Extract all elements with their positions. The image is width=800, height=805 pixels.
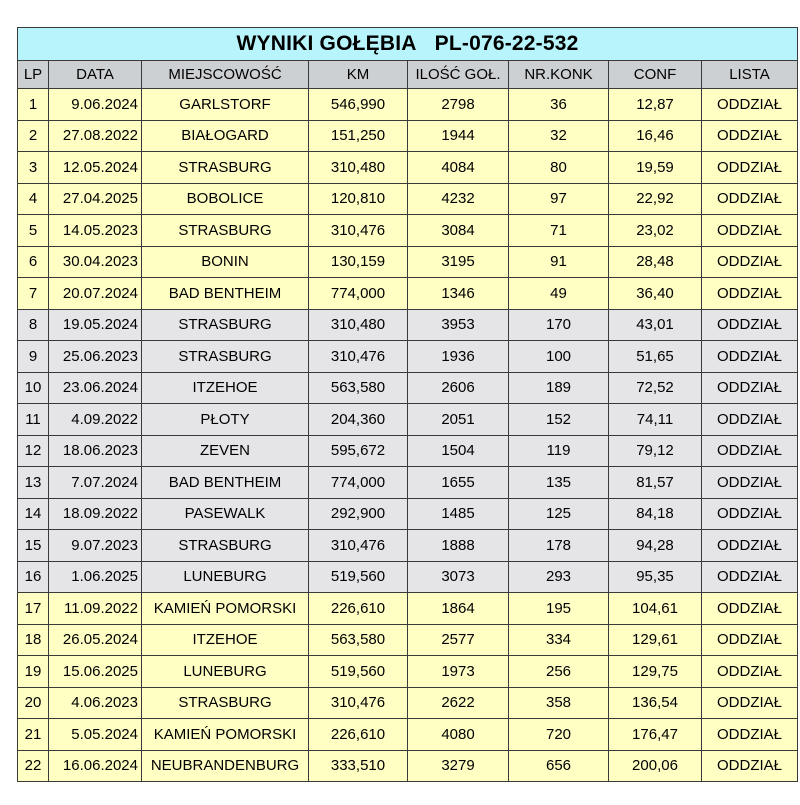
distance-cell: 226,610 xyxy=(309,593,408,625)
table-row xyxy=(18,120,798,152)
distance-cell: 310,480 xyxy=(309,152,408,184)
distance-cell: 563,580 xyxy=(309,624,408,656)
pigeon-count-cell: 1973 xyxy=(408,656,509,688)
list-cell: ODDZIAŁ xyxy=(702,687,798,719)
pigeon-count-cell: 1655 xyxy=(408,467,509,499)
location-cell: PASEWALK xyxy=(142,498,309,530)
title-row xyxy=(18,28,798,61)
lp-cell: 13 xyxy=(18,467,49,499)
location-cell: PŁOTY xyxy=(142,404,309,436)
pigeon-count-cell: 4084 xyxy=(408,152,509,184)
results-sheet xyxy=(17,27,797,782)
table-row xyxy=(18,719,798,751)
list-cell: ODDZIAŁ xyxy=(702,656,798,688)
table-row xyxy=(18,309,798,341)
date-cell: 30.04.2023 xyxy=(49,246,142,278)
location-cell: STRASBURG xyxy=(142,530,309,562)
lp-cell: 15 xyxy=(18,530,49,562)
location-cell: STRASBURG xyxy=(142,215,309,247)
list-cell: ODDZIAŁ xyxy=(702,719,798,751)
lp-cell: 4 xyxy=(18,183,49,215)
lp-cell: 6 xyxy=(18,246,49,278)
coefficient-cell: 28,48 xyxy=(609,246,702,278)
date-cell: 26.05.2024 xyxy=(49,624,142,656)
date-cell: 14.05.2023 xyxy=(49,215,142,247)
list-cell: ODDZIAŁ xyxy=(702,183,798,215)
location-cell: STRASBURG xyxy=(142,341,309,373)
date-cell: 1.06.2025 xyxy=(49,561,142,593)
coefficient-cell: 16,46 xyxy=(609,120,702,152)
table-row xyxy=(18,278,798,310)
list-cell: ODDZIAŁ xyxy=(702,309,798,341)
lp-cell: 16 xyxy=(18,561,49,593)
table-row xyxy=(18,404,798,436)
column-header-km: KM xyxy=(309,61,408,89)
list-cell: ODDZIAŁ xyxy=(702,246,798,278)
date-cell: 11.09.2022 xyxy=(49,593,142,625)
lp-cell: 14 xyxy=(18,498,49,530)
competitor-number-cell: 358 xyxy=(509,687,609,719)
lp-cell: 1 xyxy=(18,89,49,121)
competitor-number-cell: 71 xyxy=(509,215,609,247)
pigeon-count-cell: 1944 xyxy=(408,120,509,152)
lp-cell: 2 xyxy=(18,120,49,152)
date-cell: 5.05.2024 xyxy=(49,719,142,751)
competitor-number-cell: 334 xyxy=(509,624,609,656)
table-row xyxy=(18,467,798,499)
lp-cell: 8 xyxy=(18,309,49,341)
table-row xyxy=(18,372,798,404)
pigeon-count-cell: 1936 xyxy=(408,341,509,373)
list-cell: ODDZIAŁ xyxy=(702,120,798,152)
distance-cell: 226,610 xyxy=(309,719,408,751)
coefficient-cell: 22,92 xyxy=(609,183,702,215)
competitor-number-cell: 49 xyxy=(509,278,609,310)
list-cell: ODDZIAŁ xyxy=(702,341,798,373)
lp-cell: 7 xyxy=(18,278,49,310)
coefficient-cell: 104,61 xyxy=(609,593,702,625)
location-cell: BIAŁOGARD xyxy=(142,120,309,152)
list-cell: ODDZIAŁ xyxy=(702,215,798,247)
coefficient-cell: 74,11 xyxy=(609,404,702,436)
lp-cell: 11 xyxy=(18,404,49,436)
distance-cell: 310,476 xyxy=(309,687,408,719)
column-header-nr-konk: NR.KONK xyxy=(509,61,609,89)
competitor-number-cell: 119 xyxy=(509,435,609,467)
column-header-ilosc: ILOŚĆ GOŁ. xyxy=(408,61,509,89)
date-cell: 23.06.2024 xyxy=(49,372,142,404)
lp-cell: 17 xyxy=(18,593,49,625)
table-row xyxy=(18,246,798,278)
list-cell: ODDZIAŁ xyxy=(702,561,798,593)
pigeon-count-cell: 1485 xyxy=(408,498,509,530)
distance-cell: 774,000 xyxy=(309,278,408,310)
competitor-number-cell: 32 xyxy=(509,120,609,152)
coefficient-cell: 136,54 xyxy=(609,687,702,719)
competitor-number-cell: 656 xyxy=(509,750,609,782)
location-cell: LUNEBURG xyxy=(142,561,309,593)
distance-cell: 546,990 xyxy=(309,89,408,121)
date-cell: 9.07.2023 xyxy=(49,530,142,562)
coefficient-cell: 72,52 xyxy=(609,372,702,404)
table-row xyxy=(18,687,798,719)
location-cell: KAMIEŃ POMORSKI xyxy=(142,719,309,751)
ring-number: PL-076-22-532 xyxy=(434,32,579,55)
pigeon-count-cell: 4080 xyxy=(408,719,509,751)
location-cell: ITZEHOE xyxy=(142,624,309,656)
competitor-number-cell: 152 xyxy=(509,404,609,436)
column-header-lp: LP xyxy=(18,61,49,89)
competitor-number-cell: 91 xyxy=(509,246,609,278)
distance-cell: 774,000 xyxy=(309,467,408,499)
date-cell: 19.05.2024 xyxy=(49,309,142,341)
column-header-data: DATA xyxy=(49,61,142,89)
lp-cell: 18 xyxy=(18,624,49,656)
distance-cell: 310,476 xyxy=(309,215,408,247)
location-cell: GARLSTORF xyxy=(142,89,309,121)
location-cell: ITZEHOE xyxy=(142,372,309,404)
pigeon-count-cell: 2051 xyxy=(408,404,509,436)
column-header-lista: LISTA xyxy=(702,61,798,89)
date-cell: 15.06.2025 xyxy=(49,656,142,688)
competitor-number-cell: 293 xyxy=(509,561,609,593)
pigeon-count-cell: 3195 xyxy=(408,246,509,278)
table-row xyxy=(18,530,798,562)
competitor-number-cell: 720 xyxy=(509,719,609,751)
location-cell: BAD BENTHEIM xyxy=(142,467,309,499)
date-cell: 18.09.2022 xyxy=(49,498,142,530)
list-cell: ODDZIAŁ xyxy=(702,467,798,499)
table-row xyxy=(18,152,798,184)
date-cell: 4.09.2022 xyxy=(49,404,142,436)
location-cell: STRASBURG xyxy=(142,152,309,184)
column-header-miejscowosc: MIEJSCOWOŚĆ xyxy=(142,61,309,89)
list-cell: ODDZIAŁ xyxy=(702,372,798,404)
date-cell: 9.06.2024 xyxy=(49,89,142,121)
pigeon-count-cell: 1504 xyxy=(408,435,509,467)
location-cell: KAMIEŃ POMORSKI xyxy=(142,593,309,625)
pigeon-count-cell: 1864 xyxy=(408,593,509,625)
location-cell: STRASBURG xyxy=(142,309,309,341)
date-cell: 12.05.2024 xyxy=(49,152,142,184)
lp-cell: 22 xyxy=(18,750,49,782)
date-cell: 4.06.2023 xyxy=(49,687,142,719)
coefficient-cell: 84,18 xyxy=(609,498,702,530)
distance-cell: 519,560 xyxy=(309,656,408,688)
pigeon-count-cell: 3073 xyxy=(408,561,509,593)
table-row xyxy=(18,341,798,373)
list-cell: ODDZIAŁ xyxy=(702,404,798,436)
pigeon-count-cell: 2798 xyxy=(408,89,509,121)
date-cell: 18.06.2023 xyxy=(49,435,142,467)
title-label: WYNIKI GOŁĘBIA xyxy=(236,32,417,55)
distance-cell: 120,810 xyxy=(309,183,408,215)
table-row xyxy=(18,624,798,656)
table-row xyxy=(18,656,798,688)
coefficient-cell: 200,06 xyxy=(609,750,702,782)
distance-cell: 519,560 xyxy=(309,561,408,593)
results-table xyxy=(17,27,798,782)
pigeon-count-cell: 2606 xyxy=(408,372,509,404)
pigeon-count-cell: 4232 xyxy=(408,183,509,215)
table-title xyxy=(18,28,798,61)
competitor-number-cell: 135 xyxy=(509,467,609,499)
lp-cell: 3 xyxy=(18,152,49,184)
table-row xyxy=(18,215,798,247)
pigeon-count-cell: 2577 xyxy=(408,624,509,656)
table-row xyxy=(18,750,798,782)
list-cell: ODDZIAŁ xyxy=(702,152,798,184)
pigeon-count-cell: 1346 xyxy=(408,278,509,310)
competitor-number-cell: 178 xyxy=(509,530,609,562)
competitor-number-cell: 125 xyxy=(509,498,609,530)
table-row xyxy=(18,183,798,215)
date-cell: 20.07.2024 xyxy=(49,278,142,310)
competitor-number-cell: 189 xyxy=(509,372,609,404)
location-cell: BONIN xyxy=(142,246,309,278)
competitor-number-cell: 36 xyxy=(509,89,609,121)
list-cell: ODDZIAŁ xyxy=(702,750,798,782)
distance-cell: 310,476 xyxy=(309,341,408,373)
coefficient-cell: 81,57 xyxy=(609,467,702,499)
coefficient-cell: 51,65 xyxy=(609,341,702,373)
distance-cell: 595,672 xyxy=(309,435,408,467)
lp-cell: 5 xyxy=(18,215,49,247)
competitor-number-cell: 97 xyxy=(509,183,609,215)
coefficient-cell: 176,47 xyxy=(609,719,702,751)
distance-cell: 310,476 xyxy=(309,530,408,562)
table-row xyxy=(18,89,798,121)
distance-cell: 292,900 xyxy=(309,498,408,530)
lp-cell: 21 xyxy=(18,719,49,751)
date-cell: 27.08.2022 xyxy=(49,120,142,152)
coefficient-cell: 79,12 xyxy=(609,435,702,467)
location-cell: STRASBURG xyxy=(142,687,309,719)
coefficient-cell: 129,61 xyxy=(609,624,702,656)
location-cell: BAD BENTHEIM xyxy=(142,278,309,310)
distance-cell: 310,480 xyxy=(309,309,408,341)
lp-cell: 10 xyxy=(18,372,49,404)
pigeon-count-cell: 2622 xyxy=(408,687,509,719)
distance-cell: 151,250 xyxy=(309,120,408,152)
competitor-number-cell: 195 xyxy=(509,593,609,625)
list-cell: ODDZIAŁ xyxy=(702,498,798,530)
competitor-number-cell: 80 xyxy=(509,152,609,184)
lp-cell: 9 xyxy=(18,341,49,373)
date-cell: 7.07.2024 xyxy=(49,467,142,499)
list-cell: ODDZIAŁ xyxy=(702,624,798,656)
pigeon-count-cell: 3084 xyxy=(408,215,509,247)
table-row xyxy=(18,435,798,467)
list-cell: ODDZIAŁ xyxy=(702,278,798,310)
table-body xyxy=(18,89,798,782)
table-row xyxy=(18,593,798,625)
list-cell: ODDZIAŁ xyxy=(702,435,798,467)
list-cell: ODDZIAŁ xyxy=(702,89,798,121)
coefficient-cell: 19,59 xyxy=(609,152,702,184)
distance-cell: 130,159 xyxy=(309,246,408,278)
coefficient-cell: 12,87 xyxy=(609,89,702,121)
table-row xyxy=(18,498,798,530)
column-header-conf: CONF xyxy=(609,61,702,89)
coefficient-cell: 129,75 xyxy=(609,656,702,688)
distance-cell: 333,510 xyxy=(309,750,408,782)
column-header-row xyxy=(18,61,798,89)
lp-cell: 19 xyxy=(18,656,49,688)
lp-cell: 20 xyxy=(18,687,49,719)
pigeon-count-cell: 3279 xyxy=(408,750,509,782)
location-cell: NEUBRANDENBURG xyxy=(142,750,309,782)
date-cell: 16.06.2024 xyxy=(49,750,142,782)
list-cell: ODDZIAŁ xyxy=(702,530,798,562)
date-cell: 27.04.2025 xyxy=(49,183,142,215)
competitor-number-cell: 256 xyxy=(509,656,609,688)
location-cell: LUNEBURG xyxy=(142,656,309,688)
coefficient-cell: 43,01 xyxy=(609,309,702,341)
competitor-number-cell: 100 xyxy=(509,341,609,373)
table-row xyxy=(18,561,798,593)
coefficient-cell: 36,40 xyxy=(609,278,702,310)
pigeon-count-cell: 3953 xyxy=(408,309,509,341)
distance-cell: 563,580 xyxy=(309,372,408,404)
pigeon-count-cell: 1888 xyxy=(408,530,509,562)
distance-cell: 204,360 xyxy=(309,404,408,436)
lp-cell: 12 xyxy=(18,435,49,467)
list-cell: ODDZIAŁ xyxy=(702,593,798,625)
date-cell: 25.06.2023 xyxy=(49,341,142,373)
coefficient-cell: 95,35 xyxy=(609,561,702,593)
competitor-number-cell: 170 xyxy=(509,309,609,341)
location-cell: BOBOLICE xyxy=(142,183,309,215)
coefficient-cell: 94,28 xyxy=(609,530,702,562)
coefficient-cell: 23,02 xyxy=(609,215,702,247)
location-cell: ZEVEN xyxy=(142,435,309,467)
